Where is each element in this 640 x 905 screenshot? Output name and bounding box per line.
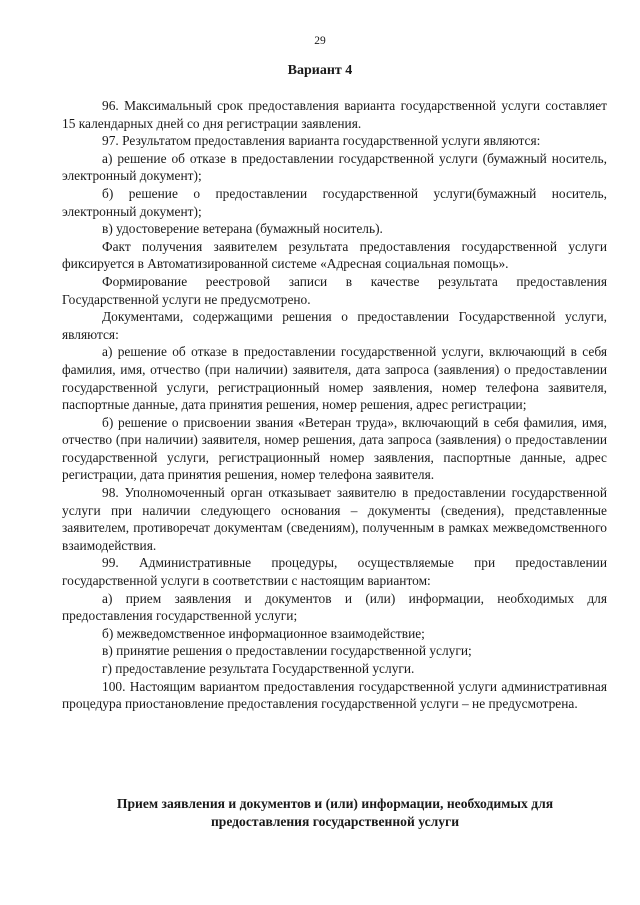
- paragraph-99: 99. Административные процедуры, осуществляемые при предоставлении государственной услуги в соответствии с настоящим вариантом:: [62, 555, 607, 589]
- list-item-99c: в) принятие решения о предоставлении государственной услуги;: [102, 643, 472, 659]
- list-item-97a: а) решение об отказе в предоставлении государственной услуги (бумажный носитель, электронный документ);: [62, 150, 607, 184]
- list-item-99b: б) межведомственное информационное взаимодействие;: [102, 625, 425, 641]
- paragraph-96: 96. Максимальный срок предоставления варианта государственной услуги составляет 15 календарных дней со дня регистрации заявления.: [62, 98, 607, 131]
- list-item-99d: г) предоставление результата Государственной услуги.: [102, 661, 415, 676]
- section-title: Вариант 4: [287, 63, 353, 78]
- paragraph-registry-record: Формирование реестровой записи в качестве результата предоставления Государственной услуги не предусмотрено.: [62, 273, 607, 307]
- subsection-heading: Прием заявления и документов и (или) информации, необходимых для предоставления государственной услуги: [116, 796, 554, 829]
- list-item-decision-b: б) решение о присвоении звания «Ветеран труда», включающий в себя фамилия, имя, отчество (при наличии) заявителя, номер решения, дата запроса (заявления) о предоставлении государственной услуги, регистрационный номер заявления, паспортные данные, адрес регистрации, дата принятия решения, номер телефона заявителя.: [62, 414, 607, 483]
- page-number: 29: [314, 35, 326, 47]
- paragraph-result-fixation: Факт получения заявителем результата предоставления государственной услуги фиксируется в Автоматизированной системе «Адресная социальная помощь».: [62, 238, 607, 272]
- document-body: [62, 97, 607, 713]
- list-item-97b: б) решение о предоставлении государственной услуги(бумажный носитель, электронный документ);: [62, 185, 607, 219]
- list-item-99a: а) прием заявления и документов и (или) информации, необходимых для предоставления государственной услуги;: [62, 590, 607, 624]
- list-item-97c: в) удостоверение ветерана (бумажный носитель).: [102, 221, 383, 237]
- paragraph-98: 98. Уполномоченный орган отказывает заявителю в предоставлении государственной услуги при наличии следующего основания – документы (сведения), представленные заявителем, противоречат документам (сведениям), полученным в рамках межведомственного взаимодействия.: [62, 485, 607, 553]
- paragraph-decision-documents: Документами, содержащими решения о предоставлении Государственной услуги, являются:: [62, 309, 607, 342]
- paragraph-97: 97. Результатом предоставления варианта государственной услуги являются:: [102, 133, 541, 149]
- paragraph-100: 100. Настоящим вариантом предоставления государственной услуги административная процедура приостановление предоставления государственной услуги – не предусмотрена.: [62, 678, 607, 712]
- list-item-decision-a: а) решение об отказе в предоставлении государственной услуги, включающий в себя фамилия, имя, отчество (при наличии) заявителя, дата запроса (заявления) о предоставлении государственной услуги, регистрационный номер заявления, номер телефона заявителя, паспортные данные, дата принятия решения, номер решения, адрес регистрации;: [62, 344, 607, 413]
